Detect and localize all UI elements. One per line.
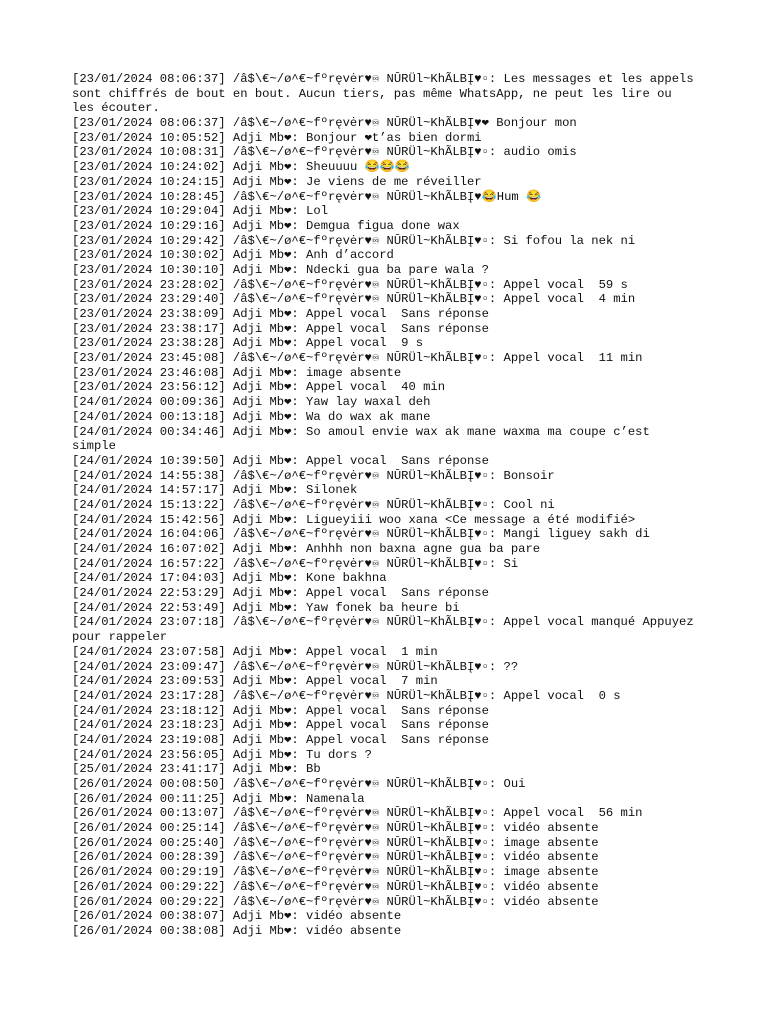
chat-message-line: [24/01/2024 23:17:28] /â$\€~/ø^€~fºręvėr♥♾ NŪRÜl~KhÃLBĮ♥▫: Appel vocal 0 s [72, 688, 621, 703]
chat-message-line: [26/01/2024 00:13:07] /â$\€~/ø^€~fºręvėr♥♾ NŪRÜl~KhÃLBĮ♥▫: Appel vocal 56 min [72, 806, 643, 821]
chat-message-line: [23/01/2024 23:29:40] /â$\€~/ø^€~fºręvėr♥♾ NŪRÜl~KhÃLBĮ♥▫: Appel vocal 4 min [72, 292, 636, 307]
chat-message-line: [24/01/2024 23:19:08] Adji Mb❤: Appel vocal Sans réponse [72, 732, 489, 747]
chat-message-line: [24/01/2024 23:09:47] /â$\€~/ø^€~fºręvėr♥♾ NŪRÜl~KhÃLBĮ♥▫: ?? [72, 659, 519, 674]
chat-message-line: [24/01/2024 16:07:02] Adji Mb❤: Anhhh non baxna agne gua ba pare [72, 542, 541, 556]
chat-message-line: [23/01/2024 10:08:31] /â$\€~/ø^€~fºręvėr♥♾ NŪRÜl~KhÃLBĮ♥▫: audio omis [72, 145, 577, 160]
chat-message-line: [26/01/2024 00:38:08] Adji Mb❤: vidéo absente [72, 923, 402, 938]
chat-message-line: [24/01/2024 00:13:18] Adji Mb❤: Wa do wax ak mane [72, 409, 431, 424]
chat-message-line: [23/01/2024 23:38:17] Adji Mb❤: Appel vocal Sans réponse [72, 321, 489, 336]
chat-message-line: [23/01/2024 08:06:37] /â$\€~/ø^€~fºręvėr♥♾ NŪRÜl~KhÃLBĮ♥❤ Bonjour mon [72, 116, 577, 131]
chat-message-line: [23/01/2024 23:38:09] Adji Mb❤: Appel vocal Sans réponse [72, 307, 489, 321]
chat-message-line: [26/01/2024 00:38:07] Adji Mb❤: vidéo absente [72, 909, 402, 924]
chat-transcript-page [72, 72, 702, 939]
chat-message-line: [24/01/2024 16:57:22] /â$\€~/ø^€~fºręvėr♥♾ NŪRÜl~KhÃLBĮ♥▫: Si [72, 556, 519, 571]
chat-message-line: [24/01/2024 17:04:03] Adji Mb❤: Kone bakhna [72, 571, 387, 586]
chat-message-line: [26/01/2024 00:29:19] /â$\€~/ø^€~fºręvėr♥♾ NŪRÜl~KhÃLBĮ♥▫: image absente [72, 865, 599, 880]
chat-message-line: [26/01/2024 00:25:14] /â$\€~/ø^€~fºręvėr♥♾ NŪRÜl~KhÃLBĮ♥▫: vidéo absente [72, 821, 599, 836]
chat-message-line: [24/01/2024 14:57:17] Adji Mb❤: Silonek [72, 483, 358, 498]
chat-message-line: [23/01/2024 10:24:02] Adji Mb❤: Sheuuuu 😂😂😂 [72, 160, 411, 175]
chat-message-line: [26/01/2024 00:29:22] /â$\€~/ø^€~fºręvėr♥♾ NŪRÜl~KhÃLBĮ♥▫: vidéo absente [72, 894, 599, 909]
chat-message-line: [24/01/2024 23:07:58] Adji Mb❤: Appel vocal 1 min [72, 644, 438, 659]
chat-message-line: [23/01/2024 23:45:08] /â$\€~/ø^€~fºręvėr♥♾ NŪRÜl~KhÃLBĮ♥▫: Appel vocal 11 min [72, 351, 643, 366]
chat-message-line: [24/01/2024 00:34:46] Adji Mb❤: So amoul envie wax ak mane waxma ma coupe c’est simple [72, 424, 658, 454]
chat-message-line: [26/01/2024 00:29:22] /â$\€~/ø^€~fºręvėr♥♾ NŪRÜl~KhÃLBĮ♥▫: vidéo absente [72, 879, 599, 894]
chat-message-line: [23/01/2024 10:29:42] /â$\€~/ø^€~fºręvėr♥♾ NŪRÜl~KhÃLBĮ♥▫: Si fofou la nek ni [72, 233, 636, 248]
chat-message-line: [23/01/2024 10:24:15] Adji Mb❤: Je viens de me réveiller [72, 174, 482, 189]
chat-message-line: [24/01/2024 15:13:22] /â$\€~/ø^€~fºręvėr♥♾ NŪRÜl~KhÃLBĮ♥▫: Cool ni [72, 497, 555, 512]
chat-message-line: [23/01/2024 10:29:04] Adji Mb❤: Lol [72, 204, 329, 219]
chat-message-line: [24/01/2024 15:42:56] Adji Mb❤: Ligueyiii woo xana <Ce message a été modifié> [72, 512, 636, 527]
chat-message-line: [23/01/2024 23:56:12] Adji Mb❤: Appel vocal 40 min [72, 380, 446, 395]
chat-message-line: [23/01/2024 10:30:02] Adji Mb❤: Anh d’accord [72, 248, 394, 263]
chat-message-line: [24/01/2024 16:04:06] /â$\€~/ø^€~fºręvėr♥♾ NŪRÜl~KhÃLBĮ♥▫: Mangi liguey sakh di [72, 527, 650, 542]
chat-message-line: [24/01/2024 10:39:50] Adji Mb❤: Appel vocal Sans réponse [72, 453, 489, 468]
chat-message-line: [24/01/2024 23:18:12] Adji Mb❤: Appel vocal Sans réponse [72, 703, 489, 718]
chat-message-line: [26/01/2024 00:28:39] /â$\€~/ø^€~fºręvėr♥♾ NŪRÜl~KhÃLBĮ♥▫: vidéo absente [72, 850, 599, 865]
chat-message-line: [25/01/2024 23:41:17] Adji Mb❤: Bb [72, 762, 321, 777]
chat-message-line: [24/01/2024 23:56:05] Adji Mb❤: Tu dors ? [72, 747, 372, 762]
chat-message-line: [24/01/2024 23:09:53] Adji Mb❤: Appel vocal 7 min [72, 674, 438, 689]
chat-message-line: [23/01/2024 10:29:16] Adji Mb❤: Demgua figua done wax [72, 218, 460, 233]
chat-message-line: [26/01/2024 00:25:40] /â$\€~/ø^€~fºręvėr♥♾ NŪRÜl~KhÃLBĮ♥▫: image absente [72, 835, 599, 850]
chat-message-line: [23/01/2024 10:30:10] Adji Mb❤: Ndecki gua ba pare wala ? [72, 262, 489, 277]
chat-message-line: [26/01/2024 00:11:25] Adji Mb❤: Namenala [72, 791, 365, 806]
chat-message-line: [23/01/2024 10:28:45] /â$\€~/ø^€~fºręvėr♥♾ NŪRÜl~KhÃLBĮ♥😂Hum 😂 [72, 189, 542, 204]
chat-message-line: [24/01/2024 22:53:49] Adji Mb❤: Yaw fonek ba heure bi [72, 600, 460, 615]
chat-message-line: [24/01/2024 23:07:18] /â$\€~/ø^€~fºręvėr♥♾ NŪRÜl~KhÃLBĮ♥▫: Appel vocal manqué Appuyez pour rappeler [72, 615, 702, 645]
chat-message-line: [24/01/2024 00:09:36] Adji Mb❤: Yaw lay waxal deh [72, 395, 431, 410]
chat-message-line: [23/01/2024 08:06:37] /â$\€~/ø^€~fºręvėr♥♾ NŪRÜl~KhÃLBĮ♥▫: Les messages et les appels sont chiffrés de bout en bout. Aucun tiers, pas même WhatsApp, ne peut les lire ou les écouter. [72, 72, 702, 116]
chat-message-line: [23/01/2024 10:05:52] Adji Mb❤: Bonjour ❤t’as bien dormi [72, 130, 482, 145]
chat-transcript [72, 72, 702, 939]
chat-message-line: [24/01/2024 23:18:23] Adji Mb❤: Appel vocal Sans réponse [72, 718, 489, 733]
chat-message-line: [23/01/2024 23:28:02] /â$\€~/ø^€~fºręvėr♥♾ NŪRÜl~KhÃLBĮ♥▫: Appel vocal 59 s [72, 277, 628, 292]
chat-message-line: [24/01/2024 14:55:38] /â$\€~/ø^€~fºręvėr♥♾ NŪRÜl~KhÃLBĮ♥▫: Bonsoir [72, 468, 555, 483]
chat-message-line: [24/01/2024 22:53:29] Adji Mb❤: Appel vocal Sans réponse [72, 586, 489, 601]
chat-message-line: [26/01/2024 00:08:50] /â$\€~/ø^€~fºręvėr♥♾ NŪRÜl~KhÃLBĮ♥▫: Oui [72, 777, 526, 791]
chat-message-line: [23/01/2024 23:46:08] Adji Mb❤: image absente [72, 365, 402, 380]
chat-message-line: [23/01/2024 23:38:28] Adji Mb❤: Appel vocal 9 s [72, 336, 424, 351]
